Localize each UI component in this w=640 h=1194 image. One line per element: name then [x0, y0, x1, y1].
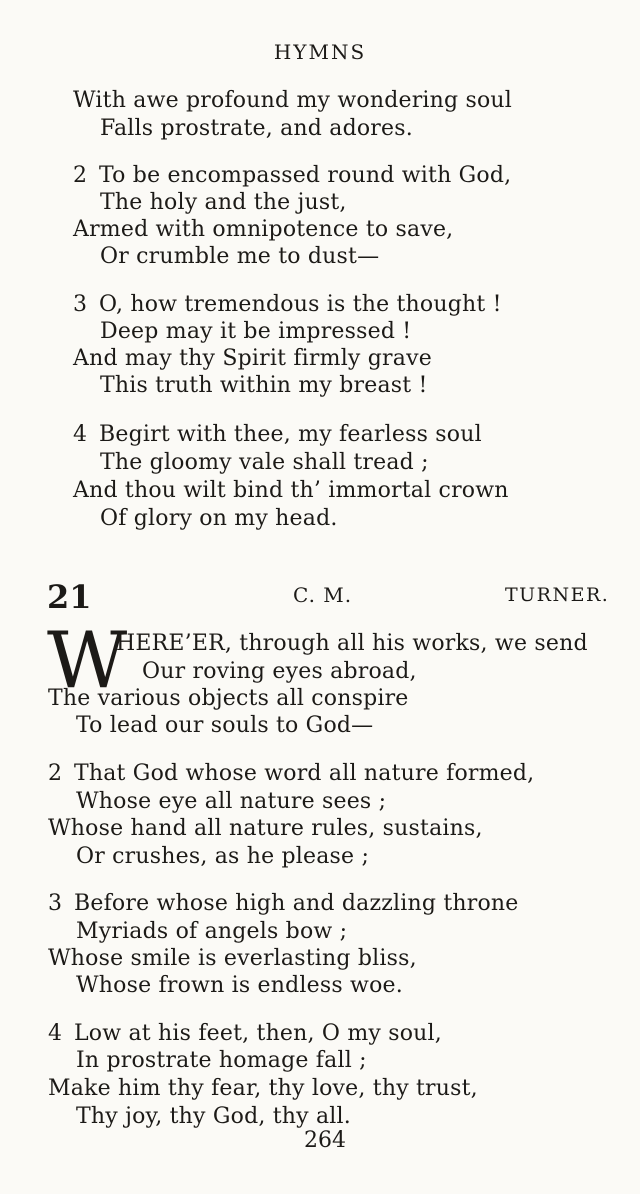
stanza-number: 3: [73, 292, 88, 317]
verse-line: Deep may it be impressed !: [100, 319, 412, 344]
verse-line: The holy and the just,: [100, 190, 347, 215]
verse-line: Whose hand all nature rules, sustains,: [48, 816, 483, 841]
verse-line: Whose eye all nature sees ;: [76, 789, 387, 814]
verse-line: Of glory on my head.: [100, 506, 338, 531]
verse-line: With awe profound my wondering soul: [73, 88, 513, 113]
verse-line: Falls prostrate, and adores.: [100, 116, 413, 141]
verse-line: HERE’ER, through all his works, we send: [116, 631, 588, 656]
verse-line: Whose frown is endless woe.: [76, 973, 403, 998]
verse-line: Or crushes, as he please ;: [76, 844, 370, 869]
running-header: HYMNS: [273, 40, 367, 64]
stanza-number: 4: [48, 1021, 63, 1046]
page-number: 264: [304, 1128, 346, 1153]
verse-line: In prostrate homage fall ;: [76, 1048, 367, 1073]
tune-name: TURNER.: [505, 584, 610, 606]
verse-line: To lead our souls to God—: [76, 713, 374, 738]
verse-line: And thou wilt bind th’ immortal crown: [73, 478, 509, 503]
verse-line-numbered: 4 Begirt with thee, my fearless soul: [73, 422, 482, 447]
verse-line: Or crumble me to dust—: [100, 244, 380, 269]
verse-line: Myriads of angels bow ;: [76, 919, 348, 944]
stanza-number: 2: [73, 163, 88, 188]
verse-line: Thy joy, thy God, thy all.: [76, 1104, 351, 1129]
verse-line-numbered: 4 Low at his feet, then, O my soul,: [48, 1021, 442, 1046]
verse-line: Our roving eyes abroad,: [142, 659, 417, 684]
verse-line-numbered: 2 That God whose word all nature formed,: [48, 761, 535, 786]
verse-line-numbered: 3 Before whose high and dazzling throne: [48, 891, 519, 916]
verse-line: This truth within my breast !: [100, 373, 428, 398]
drop-cap: W: [47, 616, 128, 706]
verse-line-numbered: 3 O, how tremendous is the thought !: [73, 292, 502, 317]
verse-line: Make him thy fear, thy love, thy trust,: [48, 1076, 478, 1101]
stanza-number: 3: [48, 891, 63, 916]
verse-line: Whose smile is everlasting bliss,: [48, 946, 417, 971]
stanza-number: 2: [48, 761, 63, 786]
verse-line: The gloomy vale shall tread ;: [100, 450, 429, 475]
hymn-meter: C. M.: [293, 583, 353, 607]
verse-line: Armed with omnipotence to save,: [73, 217, 454, 242]
verse-line: The various objects all conspire: [48, 686, 409, 711]
verse-line: And may thy Spirit firmly grave: [73, 346, 432, 371]
stanza-number: 4: [73, 422, 88, 447]
verse-line-numbered: 2 To be encompassed round with God,: [73, 163, 512, 188]
hymn-number: 21: [47, 578, 92, 616]
